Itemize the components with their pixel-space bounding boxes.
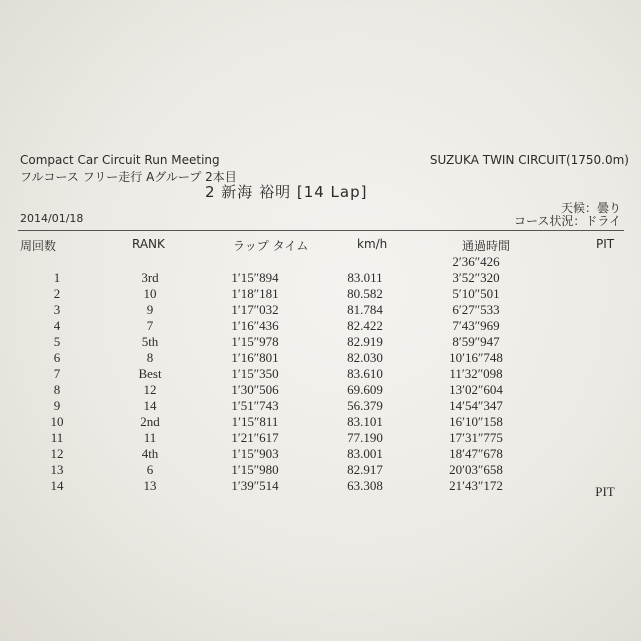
speed-cell: 63.308 [347,478,383,493]
col-laptime-header: ラップ タイム [233,239,309,253]
passing-time-cell: 8′59″947 [452,334,500,349]
table-row [0,318,641,334]
table-row [0,414,641,430]
rank-cell: 9 [146,302,154,317]
passing-time-cell: 5′10″501 [452,286,500,301]
weather: 天候：曇り [560,201,621,215]
lap-time-cell: 1′21″617 [231,430,279,445]
lap-time-cell: 1′39″514 [231,478,279,493]
passing-time-cell: 21′43″172 [449,478,503,493]
col-kmh-header: km/h [357,237,388,251]
table-row [0,302,641,318]
passing-time-cell: 17′31″775 [449,430,503,445]
lap-time-cell: 1′15″903 [231,446,279,461]
speed-cell: 83.001 [347,446,383,461]
rank-cell: 2nd [140,414,160,429]
passing-time-cell: 6′27″533 [452,302,500,317]
lap-time-cell: 1′15″894 [231,270,279,285]
lap-time-cell: 1′17″032 [231,302,279,317]
lap-time-cell: 1′15″811 [231,414,279,429]
lap-time-cell: 1′16″801 [231,350,279,365]
rank-cell: 7 [146,318,154,333]
speed-cell: 82.422 [347,318,383,333]
session-name: フルコース フリー走行 Aグループ 2本目 [20,170,237,184]
passing-time-cell: 14′54″347 [449,398,503,413]
table-row [0,350,641,366]
course-condition: コース状況：ドライ [513,214,621,228]
passing-time-cell: 18′47″678 [449,446,503,461]
lap-number: 12 [50,446,64,461]
table-row [0,334,641,350]
col-pit-header: PIT [596,237,615,251]
col-pass-header: 通過時間 [462,239,511,253]
lap-time-cell: 1′15″978 [231,334,279,349]
passing-time-cell: 13′02″604 [449,382,503,397]
rank-cell: 8 [146,350,154,365]
pit-cell: PIT [595,484,615,499]
speed-cell: 83.101 [347,414,383,429]
speed-cell: 83.011 [347,270,383,285]
speed-cell: 81.784 [347,302,383,317]
rank-cell: 11 [143,430,157,445]
lap-number: 6 [53,350,61,365]
table-row [0,462,641,478]
lap-number: 2 [53,286,61,301]
speed-cell: 56.379 [347,398,383,413]
table-row [0,446,641,462]
lap-number: 11 [50,430,64,445]
passing-time-cell: 11′32″098 [449,366,503,381]
lap-time-cell: 1′18″181 [231,286,279,301]
date: 2014/01/18 [20,212,84,225]
table-row [0,286,641,302]
driver-heading: 2 新海 裕明 [14 Lap] [205,183,368,201]
rank-cell: 6 [146,462,154,477]
lap-time-cell: 1′30″506 [231,382,279,397]
rank-cell: 3rd [141,270,159,285]
lap-number: 5 [53,334,61,349]
rank-cell: Best [138,366,162,381]
speed-cell: 83.610 [347,366,383,381]
table-row [0,382,641,398]
table-row [0,430,641,446]
speed-cell: 80.582 [347,286,383,301]
speed-cell: 77.190 [347,430,383,445]
table-row [0,478,641,500]
rank-cell: 13 [143,478,157,493]
lap-number: 3 [53,302,61,317]
rank-cell: 4th [141,446,159,461]
lap-number: 10 [50,414,64,429]
event-title: Compact Car Circuit Run Meeting [20,153,220,167]
start-pass-time: 2′36″426 [452,254,500,269]
passing-time-cell: 20′03″658 [449,462,503,477]
lap-number: 8 [53,382,61,397]
lap-number: 7 [53,366,61,381]
table-row [0,398,641,414]
rank-cell: 12 [143,382,157,397]
col-rank-header: RANK [132,237,165,251]
passing-time-cell: 7′43″969 [452,318,500,333]
col-lap-header: 周回数 [20,239,57,253]
speed-cell: 82.917 [347,462,383,477]
lap-time-cell: 1′16″436 [231,318,279,333]
speed-cell: 82.919 [347,334,383,349]
speed-cell: 82.030 [347,350,383,365]
lap-time-cell: 1′15″980 [231,462,279,477]
passing-time-cell: 3′52″320 [452,270,500,285]
lap-time-cell: 1′15″350 [231,366,279,381]
lap-number: 14 [50,478,64,493]
rank-cell: 14 [143,398,157,413]
table-row [0,270,641,286]
lap-number: 1 [53,270,61,285]
speed-cell: 69.609 [347,382,383,397]
rank-cell: 10 [143,286,157,301]
passing-time-cell: 10′16″748 [449,350,503,365]
lap-time-cell: 1′51″743 [231,398,279,413]
lap-number: 4 [53,318,61,333]
header-rule [18,230,624,231]
circuit-name: SUZUKA TWIN CIRCUIT(1750.0m) [429,153,629,167]
lap-number: 13 [50,462,64,477]
lap-number: 9 [53,398,61,413]
table-row [0,366,641,382]
rank-cell: 5th [141,334,159,349]
passing-time-cell: 16′10″158 [449,414,503,429]
